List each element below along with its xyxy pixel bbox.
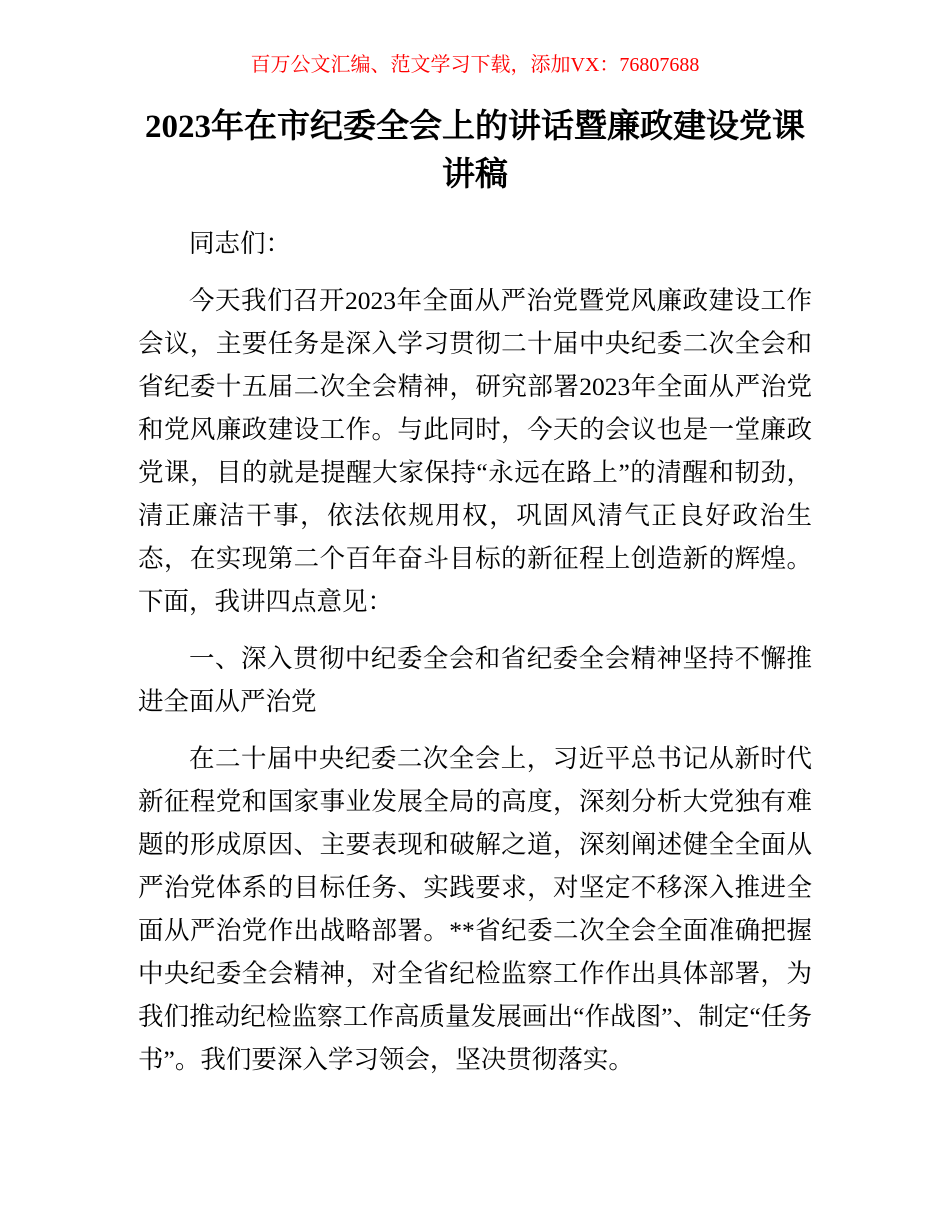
paragraph-section-heading: 一、深入贯彻中纪委全会和省纪委全会精神坚持不懈推进全面从严治党 xyxy=(138,643,812,716)
promo-header-text: 百万公文汇编、范文学习下载，添加VX：76807688 xyxy=(250,54,700,76)
paragraph-intro: 今天我们召开2023年全面从严治党暨党风廉政建设工作会议，主要任务是深入学习贯彻二十届中央纪委二次全会和省纪委十五届二次全会精神，研究部署2023年全面从严治党和党风廉政建设工作。与此同时，今天的会议也是一堂廉政党课，目的就是提醒大家保持“永远在路上”的清醒和韧劲，清正廉洁干事，依法依规用权，巩固风清气正良好政治生态，在实现第二个百年奋斗目标的新征程上创造新的辉煌。下面，我讲四点意见： xyxy=(138,285,812,616)
document-title: 2023年在市纪委全会上的讲话暨廉政建设党课讲稿 xyxy=(145,109,805,193)
document-body xyxy=(138,222,812,1081)
paragraph-section-body: 在二十届中央纪委二次全会上，习近平总书记从新时代新征程党和国家事业发展全局的高度，深刻分析大党独有难题的形成原因、主要表现和破解之道，深刻阐述健全全面从严治党体系的目标任务、实践要求，对坚定不移深入推进全面从严治党作出战略部署。**省纪委二次全会全面准确把握中央纪委全会精神，对全省纪检监察工作作出具体部署，为我们推动纪检监察工作高质量发展画出“作战图”、制定“任务书”。我们要深入学习领会，坚决贯彻落实。 xyxy=(138,743,812,1074)
paragraph-salutation: 同志们： xyxy=(189,228,292,258)
